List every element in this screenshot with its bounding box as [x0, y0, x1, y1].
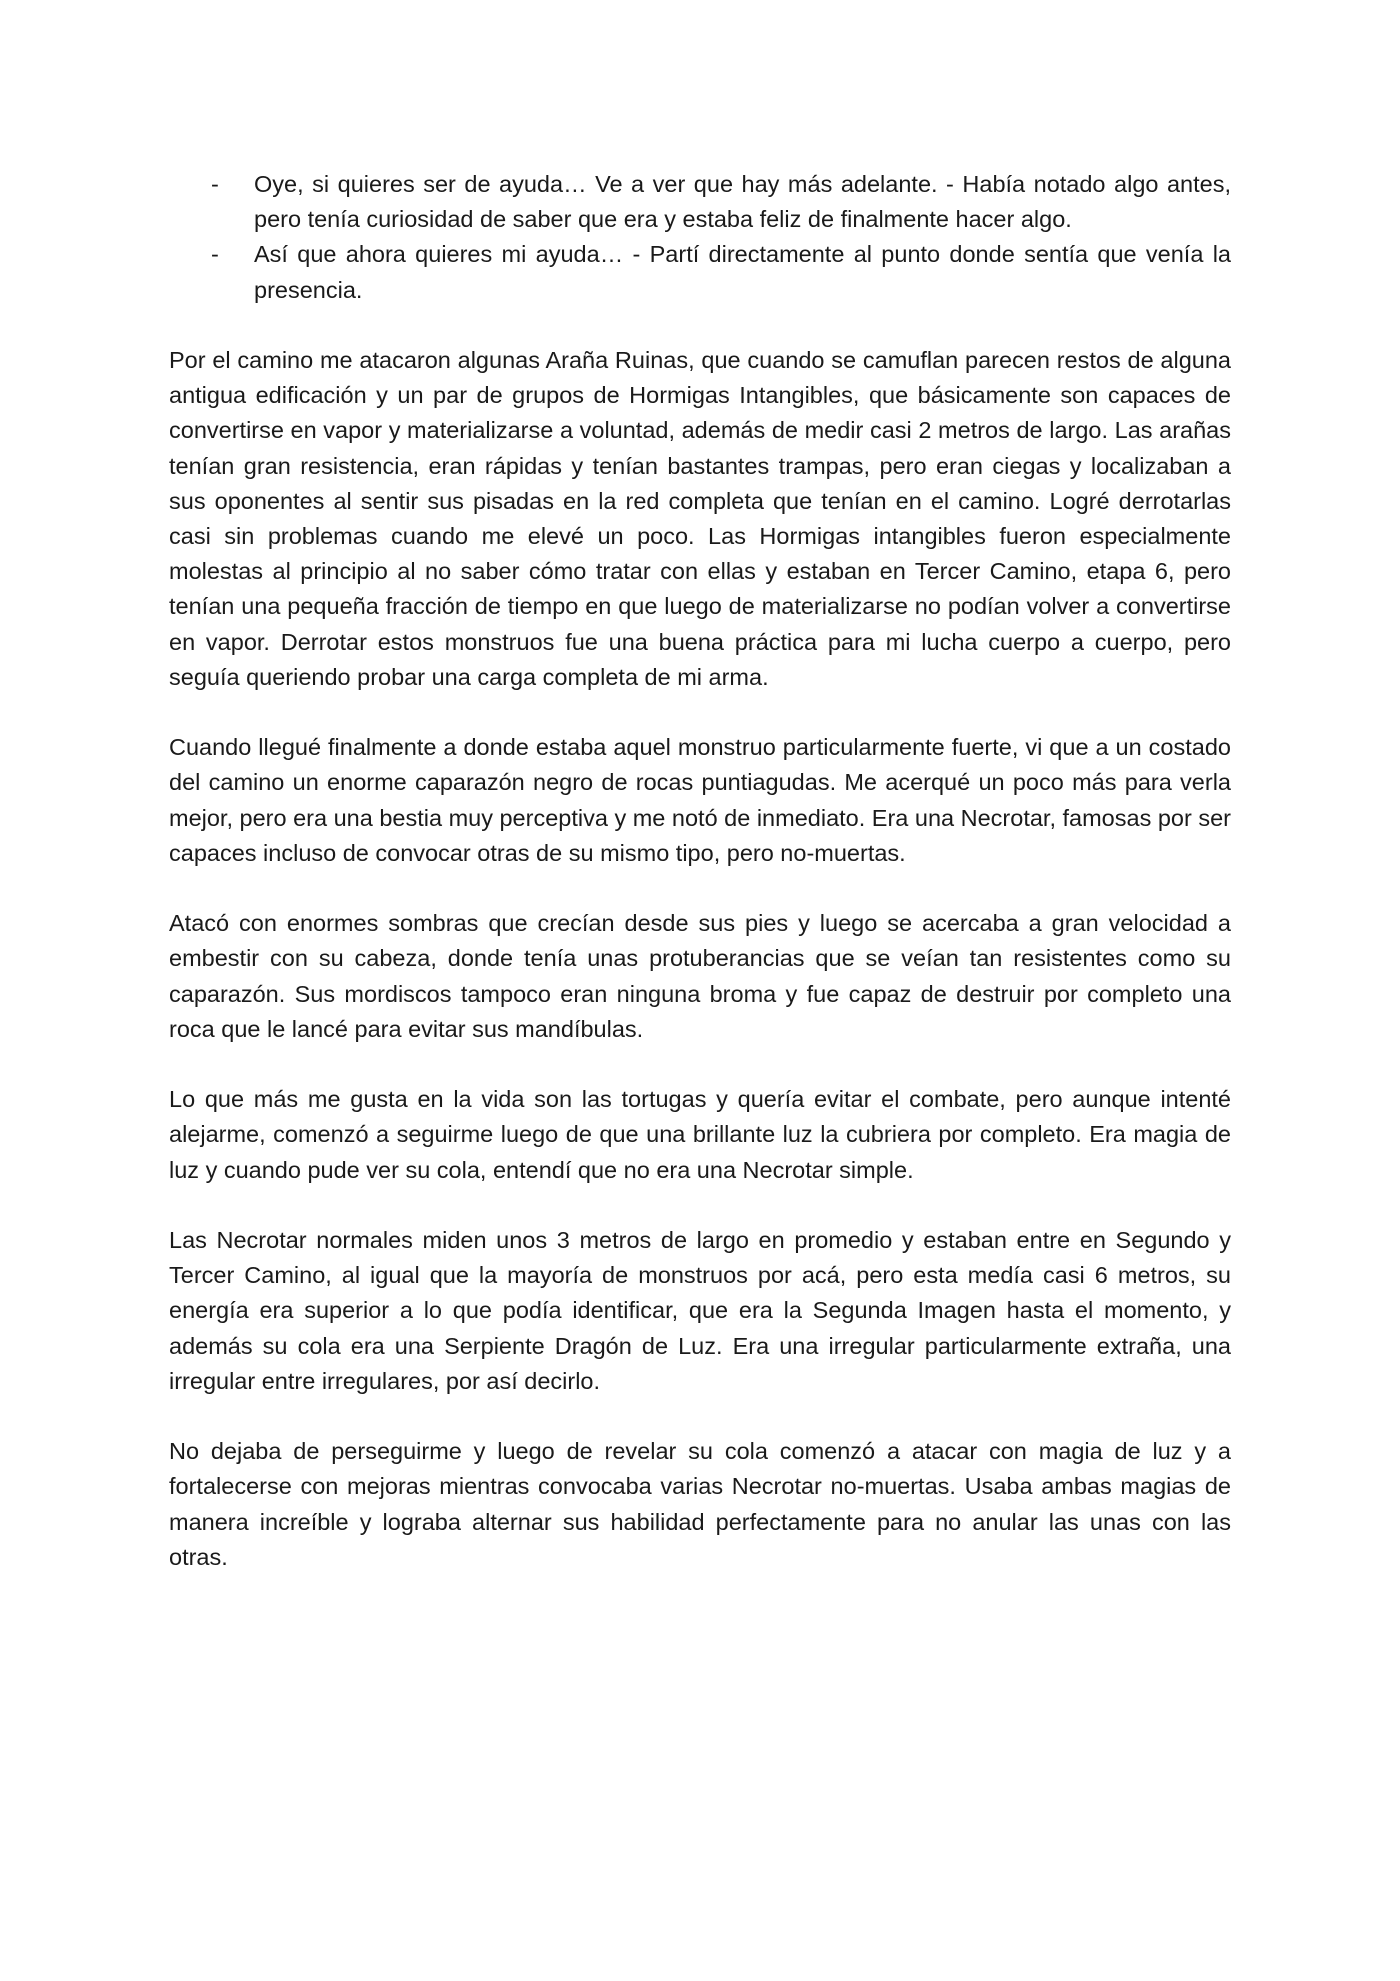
- paragraph: Lo que más me gusta en la vida son las tortugas y quería evitar el combate, pero aunque intenté alejarme, comenzó a seguirme luego de que una brillante luz la cubriera por completo. Era magia de luz y cuando pude ver su cola, entendí que no era una Necrotar simple.: [169, 1086, 1231, 1183]
- dash-marker: -: [211, 171, 219, 197]
- paragraph: Cuando llegué finalmente a donde estaba aquel monstruo particularmente fuerte, vi que a un costado del camino un enorme caparazón negro de rocas puntiagudas. Me acerqué un poco más para verla mejor, pero era una bestia muy perceptiva y me notó de inmediato. Era una Necrotar, famosas por ser capaces incluso de convocar otras de su mismo tipo, pero no-muertas.: [169, 734, 1231, 866]
- dialogue-text: Oye, si quieres ser de ayuda… Ve a ver que hay más adelante. - Había notado algo antes, pero tenía curiosidad de saber que era y estaba feliz de finalmente hacer algo.: [254, 171, 1231, 233]
- paragraph: Atacó con enormes sombras que crecían desde sus pies y luego se acercaba a gran velocidad a embestir con su cabeza, donde tenía unas protuberancias que se veían tan resistentes como su caparazón. Sus mordiscos tampoco eran ninguna broma y fue capaz de destruir por completo una roca que le lancé para evitar sus mandíbulas.: [169, 910, 1231, 1042]
- dialogue-item: [169, 167, 1231, 237]
- page-body: [169, 167, 1231, 1575]
- dialogue-text: Así que ahora quieres mi ayuda… - Partí directamente al punto donde sentía que venía la presencia.: [254, 241, 1231, 303]
- paragraph: Por el camino me atacaron algunas Araña Ruinas, que cuando se camuflan parecen restos de alguna antigua edificación y un par de grupos de Hormigas Intangibles, que básicamente son capaces de convertirse en vapor y materializarse a voluntad, además de medir casi 2 metros de largo. Las arañas tenían gran resistencia, eran rápidas y tenían bastantes trampas, pero eran ciegas y localizaban a sus oponentes al sentir sus pisadas en la red completa que tenían en el camino. Logré derrotarlas casi sin problemas cuando me elevé un poco. Las Hormigas intangibles fueron especialmente molestas al principio al no saber cómo tratar con ellas y estaban en Tercer Camino, etapa 6, pero tenían una pequeña fracción de tiempo en que luego de materializarse no podían volver a convertirse en vapor. Derrotar estos monstruos fue una buena práctica para mi lucha cuerpo a cuerpo, pero seguía queriendo probar una carga completa de mi arma.: [169, 347, 1231, 690]
- paragraph: Las Necrotar normales miden unos 3 metros de largo en promedio y estaban entre en Segundo y Tercer Camino, al igual que la mayoría de monstruos por acá, pero esta medía casi 6 metros, su energía era superior a lo que podía identificar, que era la Segunda Imagen hasta el momento, y además su cola era una Serpiente Dragón de Luz. Era una irregular particularmente extraña, una irregular entre irregulares, por así decirlo.: [169, 1227, 1231, 1394]
- paragraph: No dejaba de perseguirme y luego de revelar su cola comenzó a atacar con magia de luz y a fortalecerse con mejoras mientras convocaba varias Necrotar no-muertas. Usaba ambas magias de manera increíble y lograba alternar sus habilidad perfectamente para no anular las unas con las otras.: [169, 1438, 1231, 1570]
- dialogue-item: [169, 237, 1231, 307]
- dash-marker: -: [211, 241, 219, 268]
- dialogue-list: [169, 167, 1231, 308]
